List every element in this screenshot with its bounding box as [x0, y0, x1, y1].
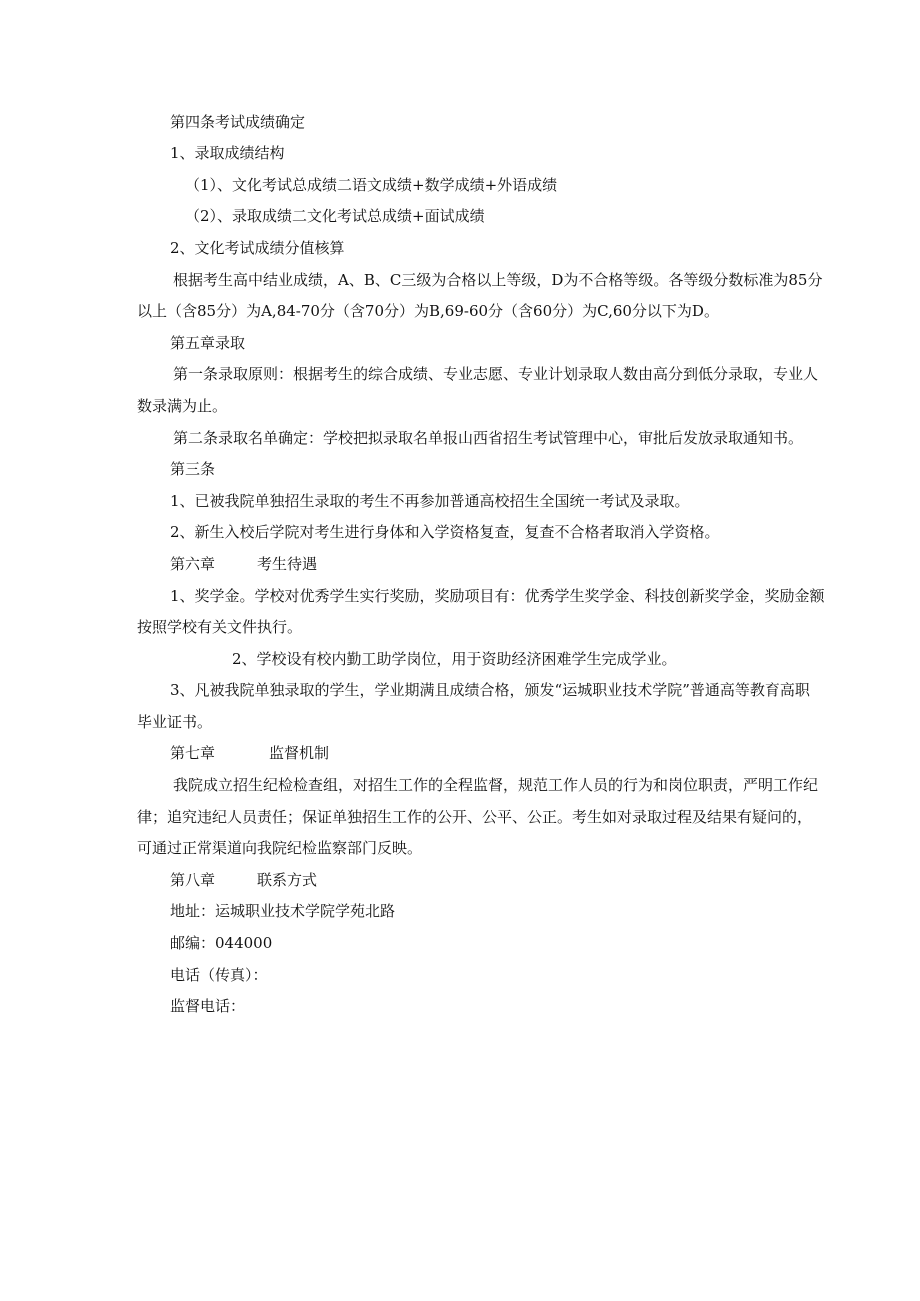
- paragraph: 1、已被我院单独招生录取的考生不再参加普通高校招生全国统一考试及录取。: [170, 492, 690, 510]
- chapter-label: 第七章: [170, 744, 216, 762]
- paragraph: 2、学校设有校内勤工助学岗位，用于资助经济困难学生完成学业。: [232, 650, 677, 668]
- chapter-label: 第六章: [170, 555, 216, 573]
- section-heading: 第三条: [170, 460, 216, 478]
- paragraph: 可通过正常渠道向我院纪检监察部门反映。: [137, 839, 423, 857]
- contact-supervision-phone: 监督电话：: [170, 997, 246, 1015]
- section-heading: 第四条考试成绩确定: [170, 113, 306, 131]
- chapter-title: 监督机制: [269, 744, 330, 762]
- paragraph: （2）、录取成绩二文化考试总成绩+面试成绩: [185, 207, 485, 225]
- paragraph: 1、奖学金。学校对优秀学生实行奖励，奖励项目有：优秀学生奖学金、科技创新奖学金，奖励金额: [170, 587, 825, 605]
- chapter-heading: [170, 870, 317, 890]
- paragraph: 我院成立招生纪检检查组，对招生工作的全程监督，规范工作人员的行为和岗位职责，严明工作纪: [173, 776, 819, 794]
- paragraph: 3、凡被我院单独录取的学生，学业期满且成绩合格，颁发“运城职业技术学院”普通高等教育高职: [170, 681, 810, 699]
- chapter-label: 第八章: [170, 871, 216, 889]
- chapter-title: 考生待遇: [257, 555, 318, 573]
- paragraph: 2、新生入校后学院对考生进行身体和入学资格复查，复查不合格者取消入学资格。: [170, 523, 720, 541]
- paragraph: 以上（含85分）为A,84-70分（含70分）为B,69-60分（含60分）为C,60分以下为D。: [137, 302, 719, 320]
- chapter-title: 联系方式: [257, 871, 318, 889]
- paragraph: 按照学校有关文件执行。: [137, 618, 303, 636]
- chapter-heading: [170, 554, 317, 574]
- paragraph: 毕业证书。: [137, 713, 213, 731]
- subsection-heading: 2、文化考试成绩分值核算: [170, 239, 345, 257]
- paragraph: （1）、文化考试总成绩二语文成绩+数学成绩+外语成绩: [185, 176, 558, 194]
- chapter-heading: [170, 743, 329, 763]
- paragraph: 第一条录取原则：根据考生的综合成绩、专业志愿、专业计划录取人数由高分到低分录取，专业人: [173, 365, 819, 383]
- subsection-heading: 1、录取成绩结构: [170, 144, 285, 162]
- contact-address: 地址：运城职业技术学院学苑北路: [170, 902, 396, 920]
- paragraph: 第二条录取名单确定：学校把拟录取名单报山西省招生考试管理中心，审批后发放录取通知书。: [173, 429, 804, 447]
- contact-phone: 电话（传真）：: [170, 966, 268, 984]
- paragraph: 数录满为止。: [137, 397, 228, 415]
- chapter-heading: 第五章录取: [170, 334, 246, 352]
- paragraph: 根据考生高中结业成绩，A、B、C三级为合格以上等级，D为不合格等级。各等级分数标准为85分: [173, 271, 823, 289]
- contact-postcode: 邮编：044000: [170, 934, 273, 952]
- paragraph: 律；追究违纪人员责任；保证单独招生工作的公开、公平、公正。考生如对录取过程及结果有疑问的，: [137, 808, 813, 826]
